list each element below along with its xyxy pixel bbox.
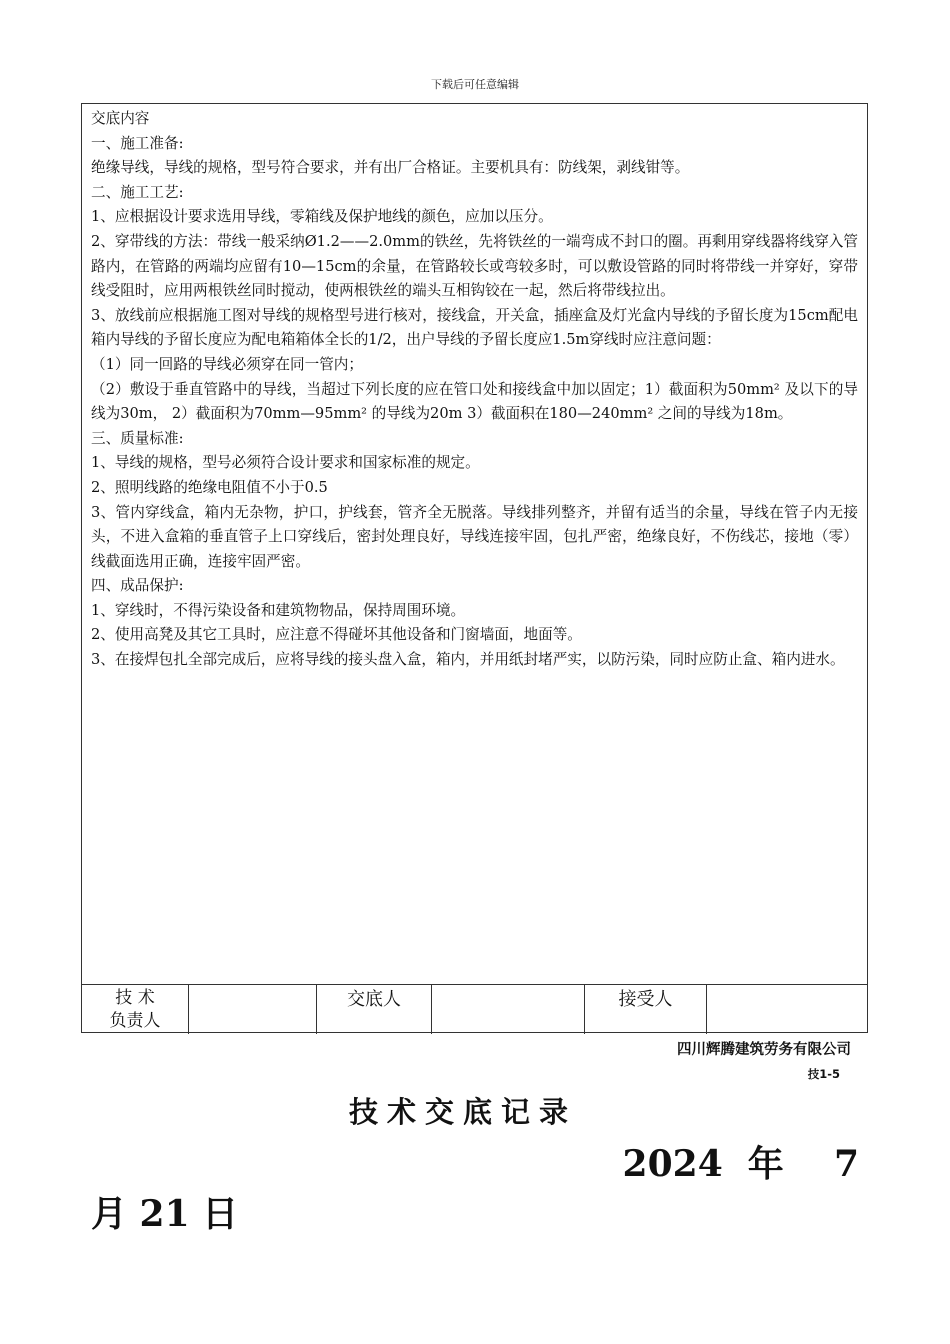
- date-day: 月 21 日: [91, 1193, 239, 1235]
- content-line: 1、导线的规格，型号必须符合设计要求和国家标准的规定。: [91, 454, 480, 472]
- content-line: 二、施工工艺:: [91, 183, 184, 201]
- disclosure-table: [81, 103, 868, 1033]
- content-line: （1）同一回路的导线必须穿在同一管内；: [91, 355, 363, 373]
- content-line: 3、管内穿线盒，箱内无杂物，护口，护线套，管齐全无脱落。导线排列整齐，并留有适当的余量，导线在管子内无接头，不进入盒箱的垂直管子上口穿线后，密封处理良好，导线连接牢固，包扎严密，绝缘良好，不伤线芯，接地（零）线截面选用正确，连接牢固严密。: [91, 503, 858, 570]
- company-name: 四川辉腾建筑劳务有限公司: [677, 1042, 851, 1058]
- receiver-field[interactable]: [707, 985, 867, 1034]
- content-line: 3、在接焊包扎全部完成后，应将导线的接头盘入盒，箱内，并用纸封堵严实，以防污染，同时应防止盒、箱内进水。: [91, 651, 845, 669]
- content-line: 绝缘导线，导线的规格，型号符合要求，并有出厂合格证。主要机具有：防线架，剥线钳等。: [91, 159, 690, 177]
- receiver-label: 接受人: [585, 985, 707, 1034]
- content-line: 2、穿带线的方法：带线一般采纳Ø1.2——2.0mm的铁丝，先将铁丝的一端弯成不封口的圈。再剩用穿线器将线穿入管路内，在管路的两端均应留有10—15cm的余量，在管路较长或弯较多时，可以敷设管路的同时将带线一并穿好，穿带线受阻时，应用两根铁丝同时搅动，使两根铁丝的端头互相钩铰在一起，然后将带线拉出。: [91, 232, 858, 300]
- tech-lead-label-line2: 负责人: [109, 1011, 161, 1031]
- form-code: 技1-5: [807, 1067, 840, 1081]
- document-title: 技术交底记录: [348, 1095, 577, 1129]
- content-line: 三、质量标准:: [91, 429, 184, 447]
- signature-row: [82, 984, 867, 1034]
- content-line: 四、成品保护:: [91, 577, 184, 595]
- content-heading: 交底内容: [91, 110, 150, 127]
- tech-lead-field[interactable]: [189, 985, 317, 1034]
- content-line: （2）敷设于垂直管路中的导线，当超过下列长度的应在管口处和接线盒中加以固定；1）截面积为50mm² 及以下的导线为30m， 2）截面积为70mm—95mm² 的导线为20m 3）截面积在180—240mm² 之间的导线为18m。: [91, 380, 858, 423]
- content-line: 2、照明线路的绝缘电阻值不小于0.5: [91, 478, 328, 496]
- header-note: 下载后可任意编辑: [431, 78, 519, 91]
- presenter-label: 交底人: [317, 985, 432, 1034]
- content-line: 1、应根据设计要求选用导线，零箱线及保护地线的颜色，应加以压分。: [91, 208, 553, 226]
- content-line: 一、施工准备:: [91, 134, 184, 152]
- content-line: 3、放线前应根据施工图对导线的规格型号进行核对，接线盒，开关盒，插座盒及灯光盒内导线的予留长度为15cm配电箱内导线的予留长度应为配电箱箱体全长的1/2，出户导线的予留长度应1.5m穿线时应注意问题：: [91, 306, 858, 349]
- disclosure-content: [82, 104, 867, 984]
- content-line: 1、穿线时，不得污染设备和建筑物物品，保持周围环境。: [91, 601, 466, 619]
- presenter-field[interactable]: [432, 985, 585, 1034]
- tech-lead-label: [82, 985, 189, 1034]
- tech-lead-label-line1: 技 术: [115, 988, 155, 1008]
- content-line: 2、使用高凳及其它工具时，应注意不得碰坏其他设备和门窗墙面，地面等。: [91, 626, 582, 644]
- date-year-month: 2024 年 7: [622, 1143, 859, 1185]
